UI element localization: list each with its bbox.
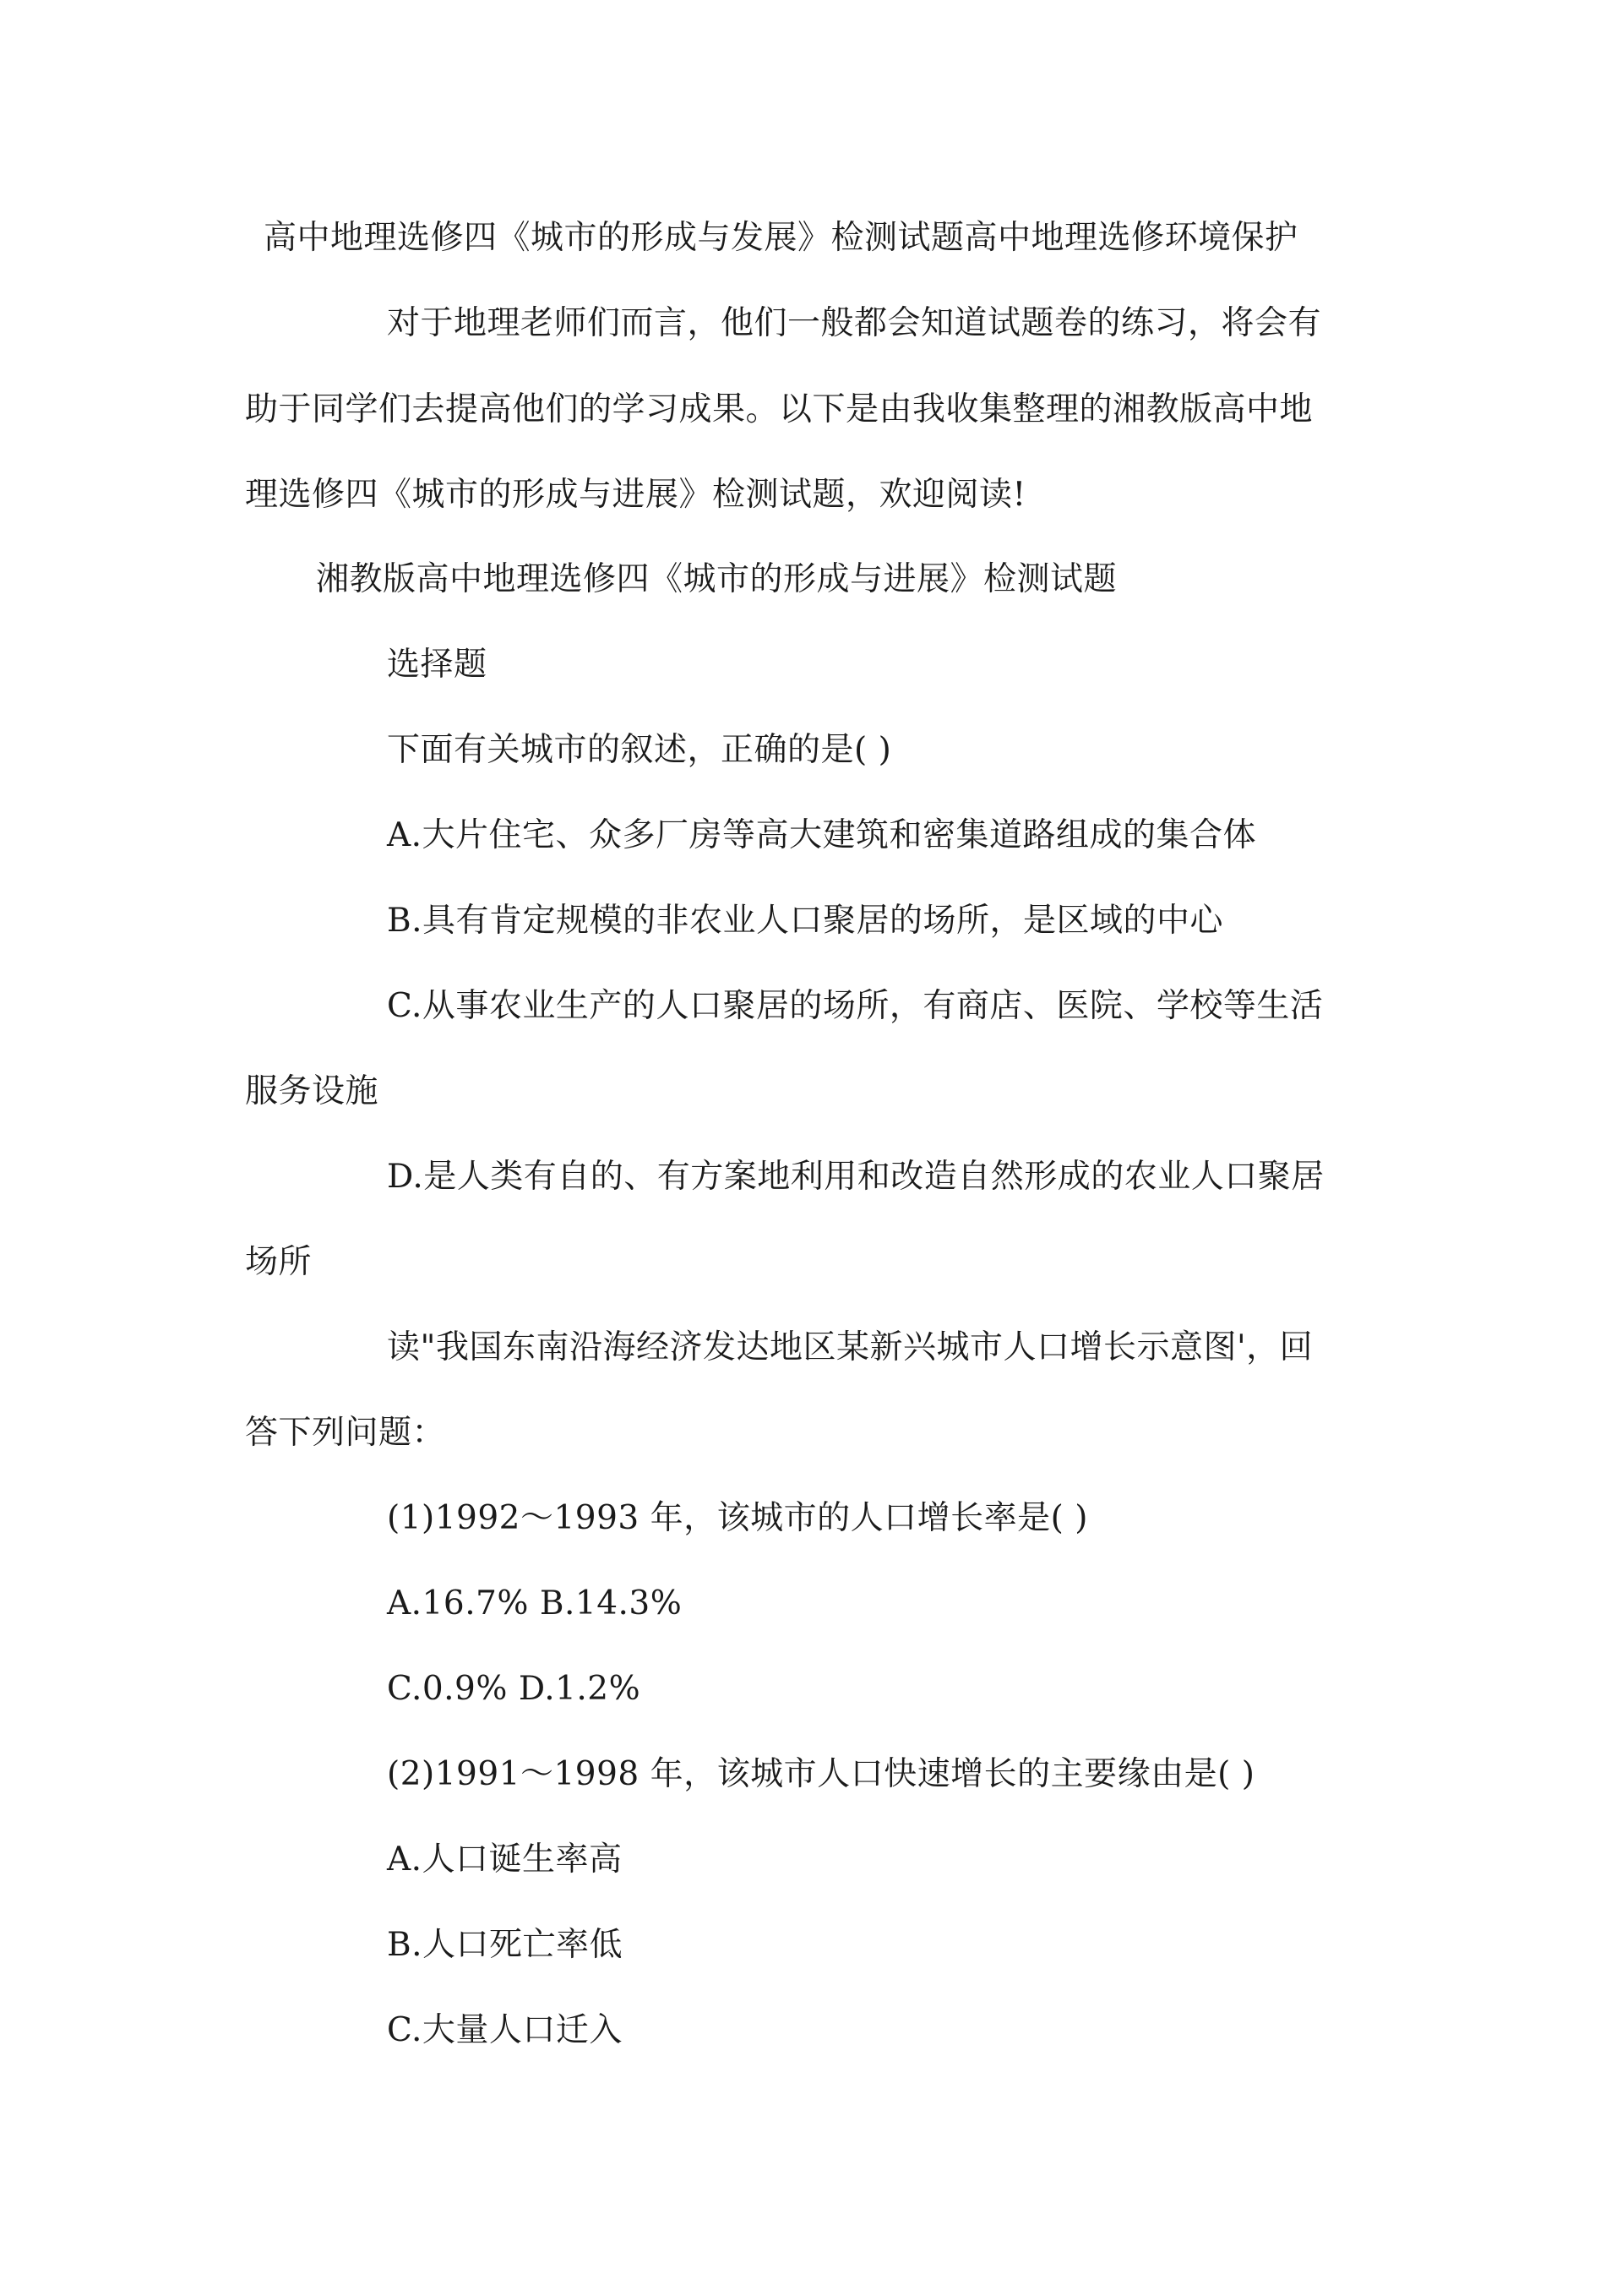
section-heading: 选择题 xyxy=(387,646,487,684)
question-2-sub-1-options-ab: A.16.7% B.14.3% xyxy=(387,1584,683,1622)
intro-paragraph-line-3: 理选修四《城市的形成与进展》检测试题，欢迎阅读! xyxy=(245,476,1026,514)
question-1-option-c-line-2: 服务设施 xyxy=(245,1072,379,1110)
question-1-option-b: B.具有肯定规模的非农业人口聚居的场所，是区域的中心 xyxy=(387,902,1224,940)
question-2-intro-line-2: 答下列问题： xyxy=(245,1414,446,1452)
question-1-stem: 下面有关城市的叙述，正确的是( ) xyxy=(387,731,892,769)
intro-paragraph-line-1: 对于地理老师们而言，他们一般都会知道试题卷的练习，将会有 xyxy=(387,304,1322,342)
question-2-sub-2-option-b: B.人口死亡率低 xyxy=(387,1926,623,1964)
question-1-option-c-line-1: C.从事农业生产的人口聚居的场所，有商店、医院、学校等生活 xyxy=(387,987,1324,1025)
question-2-intro-line-1: 读"我国东南沿海经济发达地区某新兴城市人口增长示意图'，回 xyxy=(387,1328,1314,1366)
subtitle: 湘教版高中地理选修四《城市的形成与进展》检测试题 xyxy=(316,560,1118,598)
intro-paragraph-line-2: 助于同学们去提高他们的学习成果。以下是由我收集整理的湘教版高中地 xyxy=(245,390,1314,428)
question-2-sub-2-option-c: C.大量人口迁入 xyxy=(387,2011,623,2049)
question-1-option-a: A.大片住宅、众多厂房等高大建筑和密集道路组成的集合体 xyxy=(387,816,1257,854)
question-2-sub-1-stem: (1)1992～1993 年，该城市的人口增长率是( ) xyxy=(387,1499,1088,1537)
document-title: 高中地理选修四《城市的形成与发展》检测试题高中地理选修环境保护 xyxy=(264,219,1298,257)
question-2-sub-1-options-cd: C.0.9% D.1.2% xyxy=(387,1670,641,1708)
question-1-option-d-line-2: 场所 xyxy=(245,1243,313,1281)
question-2-sub-2-option-a: A.人口诞生率高 xyxy=(387,1841,623,1879)
question-1-option-d-line-1: D.是人类有自的、有方案地利用和改造自然形成的农业人口聚居 xyxy=(387,1158,1325,1196)
question-2-sub-2-stem: (2)1991～1998 年，该城市人口快速增长的主要缘由是( ) xyxy=(387,1755,1255,1793)
